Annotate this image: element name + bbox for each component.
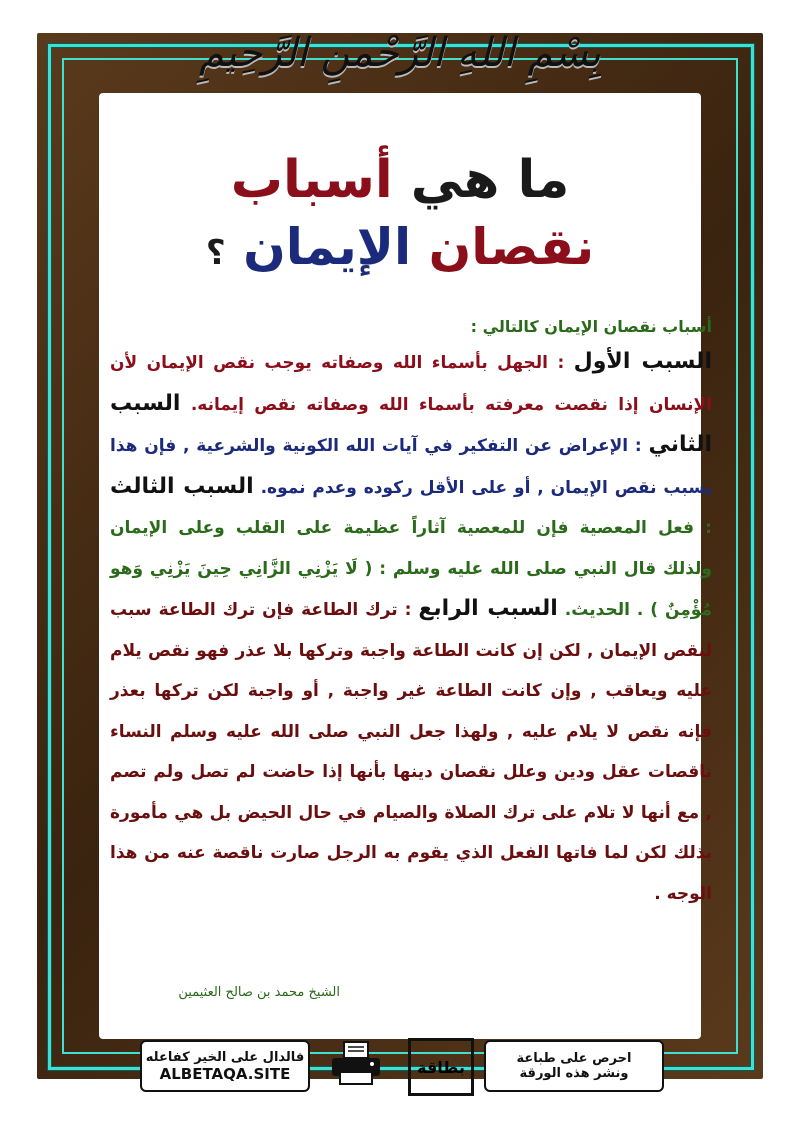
title-line-1 xyxy=(0,150,800,210)
section-title-4: السبب الرابع xyxy=(418,596,558,621)
section-title-3: السبب الثالث xyxy=(110,473,254,499)
author-signature: الشيخ محمد بن صالح العثيمين xyxy=(178,985,340,1000)
section-text-2: : الإعراض عن التفكير في آيات الله الكونية والشرعية , فإن هذا يسبب نقص الإيمان , أو على الأقل ركوده وعدم نموه. xyxy=(110,436,713,498)
section-title-1: السبب الأول xyxy=(573,349,712,374)
section-text-4: : ترك الطاعة فإن ترك الطاعة سبب لنقص الإيمان , لكن إن كانت الطاعة واجبة وتركها بلا عذر فهو نقص يلام عليه ويعاقب , وإن كانت الطاعة غير واجبة , أو واجبة لكن تركها بعذر فإنه نقص لا يلام عليه , ولهذا جعل النبي صلى الله عليه وسلم النساء ناقصات عقل ودين وعلل نقصان دينها بأنها إذا حاضت لم تصل ولم تصم , مع أنها لا تلام على ترك الصلاة والصيام في حال الحيض بل هي مأمورة بذلك لكن لما فاتها الفعل الذي يقوم به الرجل صارت ناقصة عنه من هذا الوجه . xyxy=(110,600,712,904)
footer-print-box xyxy=(484,1040,664,1092)
footer-print-line1: احرص على طباعة xyxy=(516,1051,632,1066)
basmala-calligraphy: بِسْمِ اللهِ الرَّحْمنِ الرَّحِيمِ xyxy=(198,30,602,76)
footer-motto: فالدال على الخير كفاعله xyxy=(145,1049,305,1065)
logo-text: بطاقة xyxy=(417,1057,465,1077)
printer-icon xyxy=(328,1040,384,1088)
article-body xyxy=(110,312,712,914)
title-word-faith: الإيمان xyxy=(243,218,412,276)
section-text-3: : فعل المعصية فإن للمعصية آثاراً عظيمة على القلب وعلى الإيمان ولذلك قال النبي صلى الله عليه وسلم : ( لَا يَزْنِي الزَّانِي حِينَ يَزْنِي وَهو مُؤْمِنٌ ) . الحديث. xyxy=(110,518,712,620)
section-text-1: : الجهل بأسماء الله وصفاته يوجب نقص الإيمان لأن الإنسان إذا نقصت معرفته بأسماء الله وصفاته نقص إيمانه. xyxy=(110,353,713,415)
title-word-causes: أسباب xyxy=(230,150,393,210)
question-mark: ؟ xyxy=(205,233,226,273)
intro-line: أسباب نقصان الإيمان كالتالي : xyxy=(470,317,712,336)
title-line-2 xyxy=(0,218,800,276)
title-word-what: ما هي xyxy=(410,150,570,210)
section-title-2: السبب الثاني xyxy=(110,390,712,457)
footer-print-line2: ونشر هذه الورقة xyxy=(519,1066,629,1081)
footer-site-link[interactable]: ALBETAQA.SITE xyxy=(159,1064,291,1083)
footer-site-box xyxy=(140,1040,310,1092)
brand-logo xyxy=(408,1038,474,1096)
title-word-decrease: نقصان xyxy=(428,218,595,276)
